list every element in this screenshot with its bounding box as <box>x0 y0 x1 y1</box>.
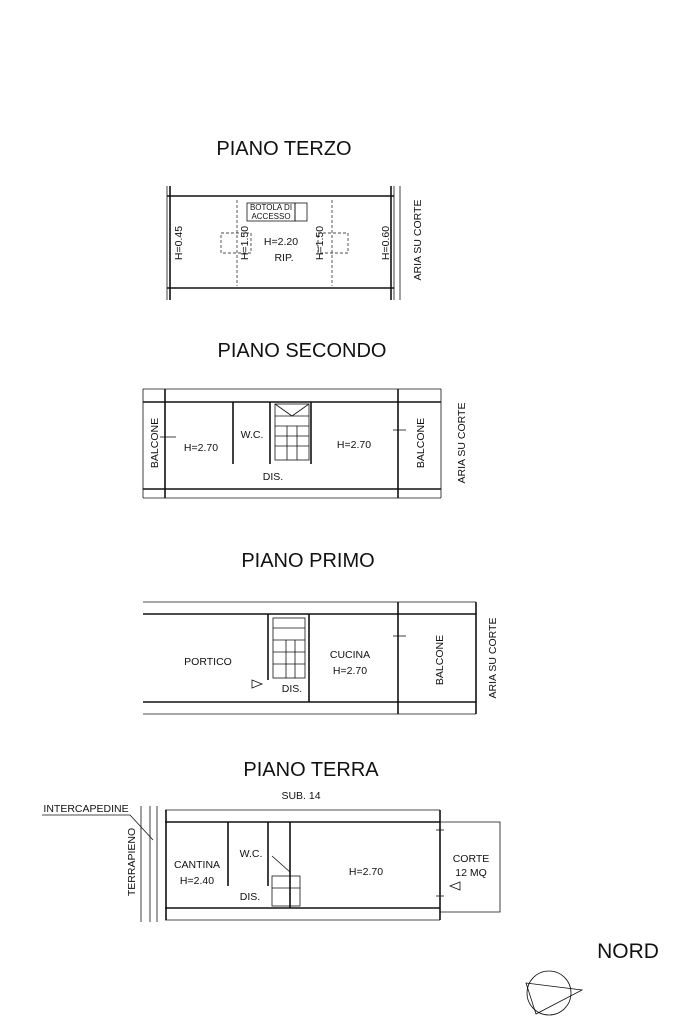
aria-su-corte-label: ARIA SU CORTE <box>412 199 424 281</box>
north-indicator <box>526 940 659 1015</box>
sub-label: SUB. 14 <box>281 790 321 802</box>
floor-title-terzo: PIANO TERZO <box>216 138 352 160</box>
height-right-inner: H=1.50 <box>314 225 326 261</box>
aria-su-corte-label: ARIA SU CORTE <box>456 402 468 484</box>
dis-label: DIS. <box>239 891 261 903</box>
main-room-height: H=2.70 <box>348 866 384 878</box>
compass-circle <box>527 971 571 1015</box>
floor-piano-terra <box>42 759 500 922</box>
balcone-left: BALCONE <box>149 417 161 469</box>
floor-title-primo: PIANO PRIMO <box>241 550 375 572</box>
hatch-label-2: ACCESSO <box>251 212 291 221</box>
floor-title-terra: PIANO TERRA <box>243 759 379 781</box>
intercapedine-label: INTERCAPEDINE <box>43 803 129 815</box>
cantina-label: CANTINA <box>173 859 221 871</box>
cucina-label: CUCINA <box>329 649 371 661</box>
height-center: H=2.20 <box>263 236 299 248</box>
dis-label: DIS. <box>281 683 303 695</box>
floor-piano-terzo <box>167 138 424 300</box>
nord-label: NORD <box>597 940 659 963</box>
room-right-height: H=2.70 <box>336 439 372 451</box>
floor-piano-secondo <box>143 340 468 498</box>
dis-label: DIS. <box>262 471 284 483</box>
cucina-height: H=2.70 <box>332 665 368 677</box>
north-arrow-icon <box>526 983 582 1014</box>
height-left-outer: H=0.45 <box>173 225 185 261</box>
hatch-label-1: BOTOLA DI <box>249 203 293 212</box>
room-rip: RIP. <box>274 252 294 264</box>
height-left-inner: H=1.50 <box>239 225 251 261</box>
cantina-height: H=2.40 <box>179 875 215 887</box>
floor-piano-primo <box>143 550 499 714</box>
wc-label: W.C. <box>240 429 264 441</box>
terrapieno-label: TERRAPIENO <box>126 827 138 897</box>
floor-title-secondo: PIANO SECONDO <box>217 340 387 362</box>
room-left-height: H=2.70 <box>183 442 219 454</box>
height-right-outer: H=0.60 <box>380 225 392 261</box>
aria-su-corte-label: ARIA SU CORTE <box>487 617 499 699</box>
corte-label: CORTE <box>452 853 490 865</box>
wc-label: W.C. <box>239 848 263 860</box>
balcone-right: BALCONE <box>415 417 427 469</box>
balcone-label: BALCONE <box>434 634 446 686</box>
corte-area: 12 MQ <box>455 867 487 879</box>
portico-label: PORTICO <box>184 656 232 668</box>
